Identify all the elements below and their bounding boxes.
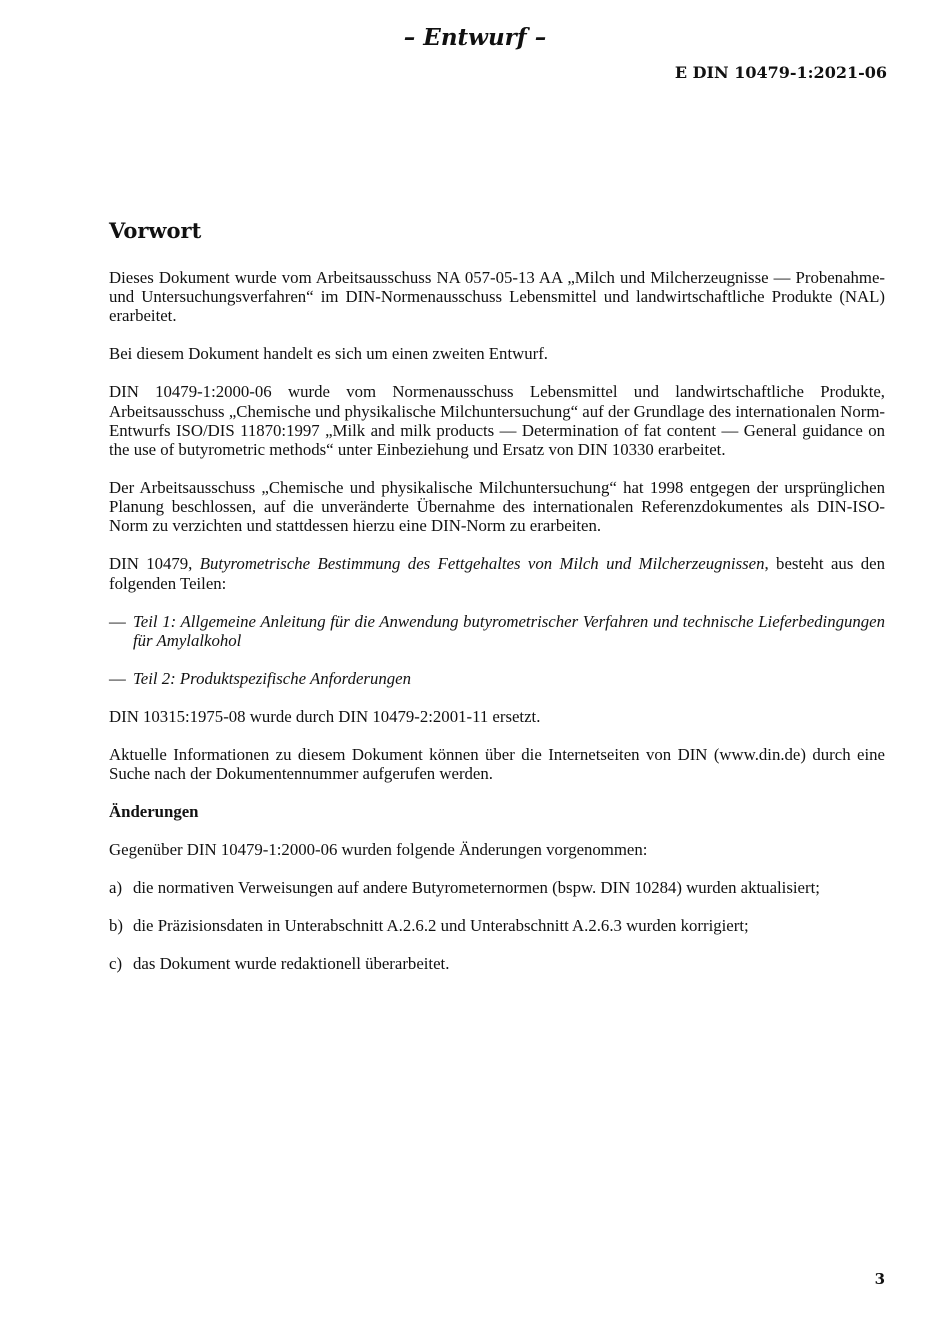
changes-intro: Gegenüber DIN 10479-1:2000-06 wurden folgende Änderungen vorgenommen: xyxy=(109,840,648,860)
paragraph-history: DIN 10479-1:2000-06 wurde vom Normenausschuss Lebensmittel und landwirtschaftliche Produkte, Arbeitsausschuss „Chemische und physikalische Milchuntersuchung“ auf der Grundlage des internationalen Norm-Entwurfs ISO/DIS 11870:1997 „Milk and milk products — Determination of fat content — General guidance on the use of butyrometric methods“ unter Einbeziehung und Ersatz von DIN 10330 erarbeitet. xyxy=(109,382,885,460)
list-item-part-2 xyxy=(109,669,885,688)
page-number: 3 xyxy=(874,1270,885,1288)
page-content xyxy=(109,216,885,992)
parts-intro-suffix: , besteht aus den folgenden Teilen: xyxy=(109,554,885,593)
list-item-change-c xyxy=(109,954,885,973)
paragraph-decision: Der Arbeitsausschuss „Chemische und physikalische Milchuntersuchung“ hat 1998 entgegen der ursprünglichen Planung beschlossen, auf die unveränderte Übernahme des internationalen Referenzdokumentes als DIN-ISO-Norm zu verzichten und stattdessen hierzu eine DIN-Norm zu erarbeiten. xyxy=(109,478,885,536)
list-item-text: Teil 1: Allgemeine Anleitung für die Anwendung butyrometrischer Verfahren und technische Lieferbedingungen für Amylalkohol xyxy=(133,611,885,650)
list-letter-marker: c) xyxy=(109,954,123,974)
draft-mark: – Entwurf – xyxy=(403,24,547,51)
list-letter-marker: a) xyxy=(109,878,123,898)
list-letter-marker: b) xyxy=(109,916,123,936)
paragraph-parts-intro xyxy=(109,554,885,592)
page-title: Vorwort xyxy=(109,218,202,243)
list-item-text: Teil 2: Produktspezifische Anforderungen xyxy=(133,668,411,688)
list-item-text: das Dokument wurde redaktionell überarbeitet. xyxy=(133,954,450,974)
parts-intro-prefix: DIN 10479, xyxy=(109,554,200,574)
list-item-change-a xyxy=(109,878,885,897)
list-item-change-b xyxy=(109,916,885,935)
document-id: E DIN 10479-1:2021-06 xyxy=(674,63,887,82)
paragraph-draft-note: Bei diesem Dokument handelt es sich um einen zweiten Entwurf. xyxy=(109,344,548,364)
paragraph-info: Aktuelle Informationen zu diesem Dokument können über die Internetseiten von DIN (www.din.de) durch eine Suche nach der Dokumentennummer aufgerufen werden. xyxy=(109,744,885,784)
list-item-text: die Präzisionsdaten in Unterabschnitt A.2.6.2 und Unterabschnitt A.2.6.3 wurden korrigiert; xyxy=(133,916,749,936)
parts-intro-title: Butyrometrische Bestimmung des Fettgehaltes von Milch und Milcherzeugnissen xyxy=(199,554,765,574)
list-dash-marker: — xyxy=(109,668,126,688)
list-dash-marker: — xyxy=(109,611,126,631)
changes-heading: Änderungen xyxy=(109,802,199,822)
paragraph-committee: Dieses Dokument wurde vom Arbeitsausschuss NA 057-05-13 AA „Milch und Milcherzeugnisse — Probenahme- und Untersuchungsverfahren“ im DIN-Normenausschuss Lebensmittel und landwirtschaftliche Produkte (NAL) erarbeitet. xyxy=(109,268,885,326)
paragraph-replacement: DIN 10315:1975-08 wurde durch DIN 10479-2:2001-11 ersetzt. xyxy=(109,706,541,726)
list-item-part-1 xyxy=(109,612,885,650)
list-item-text: die normativen Verweisungen auf andere Butyrometernormen (bspw. DIN 10284) wurden aktualisiert; xyxy=(133,878,820,898)
